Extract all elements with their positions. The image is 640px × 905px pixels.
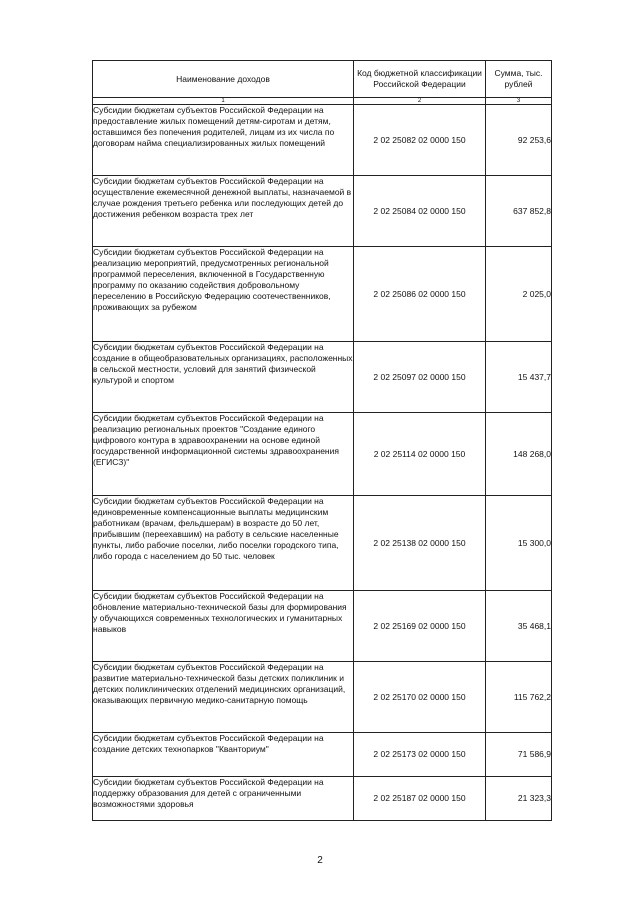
table-row (93, 496, 552, 591)
amount-cell: 35 468,1 (486, 591, 552, 662)
table-row (93, 733, 552, 777)
budget-code-cell: 2 02 25170 02 0000 150 (354, 662, 486, 733)
revenue-table (92, 60, 552, 821)
budget-code-cell: 2 02 25138 02 0000 150 (354, 496, 486, 591)
income-name-cell: Субсидии бюджетам субъектов Российской Федерации на единовременные компенсационные выплаты медицинским работникам (врачам, фельдшерам) в возрасте до 50 лет, прибывшим (переехавшим) на работу в сельские населенные пункты, либо рабочие поселки, либо поселки городского типа, либо города с населением до 50 тыс. человек (93, 496, 354, 591)
table-row (93, 413, 552, 496)
column-number: 3 (486, 98, 552, 105)
table-row (93, 176, 552, 247)
amount-cell: 148 268,0 (486, 413, 552, 496)
amount-cell: 15 300,0 (486, 496, 552, 591)
amount-cell: 71 586,9 (486, 733, 552, 777)
table-row (93, 105, 552, 176)
budget-code-cell: 2 02 25187 02 0000 150 (354, 777, 486, 821)
column-number: 2 (354, 98, 486, 105)
table-row (93, 247, 552, 342)
amount-cell: 2 025,0 (486, 247, 552, 342)
budget-code-cell: 2 02 25086 02 0000 150 (354, 247, 486, 342)
income-name-cell: Субсидии бюджетам субъектов Российской Федерации на создание в общеобразовательных организациях, расположенных в сельской местности, условий для занятий физической культурой и спортом (93, 342, 354, 413)
budget-code-cell: 2 02 25084 02 0000 150 (354, 176, 486, 247)
budget-code-cell: 2 02 25082 02 0000 150 (354, 105, 486, 176)
amount-cell: 21 323,3 (486, 777, 552, 821)
amount-cell: 637 852,8 (486, 176, 552, 247)
income-name-cell: Субсидии бюджетам субъектов Российской Федерации на поддержку образования для детей с ограниченными возможностями здоровья (93, 777, 354, 821)
page-number: 2 (317, 855, 323, 866)
header-amount: Сумма, тыс. рублей (486, 61, 552, 98)
table-row (93, 342, 552, 413)
table-row (93, 777, 552, 821)
budget-code-cell: 2 02 25114 02 0000 150 (354, 413, 486, 496)
table-row (93, 662, 552, 733)
column-number: 1 (93, 98, 354, 105)
amount-cell: 15 437,7 (486, 342, 552, 413)
income-name-cell: Субсидии бюджетам субъектов Российской Федерации на предоставление жилых помещений детям-сиротам и детям, оставшимся без попечения родителей, лицам из их числа по договорам найма специализированных жилых помещений (93, 105, 354, 176)
income-name-cell: Субсидии бюджетам субъектов Российской Федерации на осуществление ежемесячной денежной выплаты, назначаемой в случае рождения третьего ребенка или последующих детей до достижения ребенком возраста трех лет (93, 176, 354, 247)
income-name-cell: Субсидии бюджетам субъектов Российской Федерации на реализацию мероприятий, предусмотренных региональной программой переселения, включенной в Государственную программу по оказанию содействия добровольному переселению в Российскую Федерацию соотечественников, проживающих за рубежом (93, 247, 354, 342)
column-number-row (93, 98, 552, 105)
income-name-cell: Субсидии бюджетам субъектов Российской Федерации на реализацию региональных проектов "Создание единого цифрового контура в здравоохранении на основе единой государственной информационной системы здравоохранения (ЕГИСЗ)" (93, 413, 354, 496)
amount-cell: 92 253,6 (486, 105, 552, 176)
header-income-name: Наименование доходов (93, 61, 354, 98)
income-name-cell: Субсидии бюджетам субъектов Российской Федерации на обновление материально-технической базы для формирования у обучающихся современных технологических и гуманитарных навыков (93, 591, 354, 662)
budget-code-cell: 2 02 25169 02 0000 150 (354, 591, 486, 662)
table-row (93, 591, 552, 662)
table-header-row (93, 61, 552, 98)
income-name-cell: Субсидии бюджетам субъектов Российской Федерации на создание детских технопарков "Кванториум" (93, 733, 354, 777)
budget-code-cell: 2 02 25173 02 0000 150 (354, 733, 486, 777)
header-budget-code: Код бюджетной классификации Российской Федерации (354, 61, 486, 98)
budget-code-cell: 2 02 25097 02 0000 150 (354, 342, 486, 413)
income-name-cell: Субсидии бюджетам субъектов Российской Федерации на развитие материально-технической базы детских поликлиник и детских поликлинических отделений медицинских организаций, оказывающих первичную медико-санитарную помощь (93, 662, 354, 733)
amount-cell: 115 762,2 (486, 662, 552, 733)
